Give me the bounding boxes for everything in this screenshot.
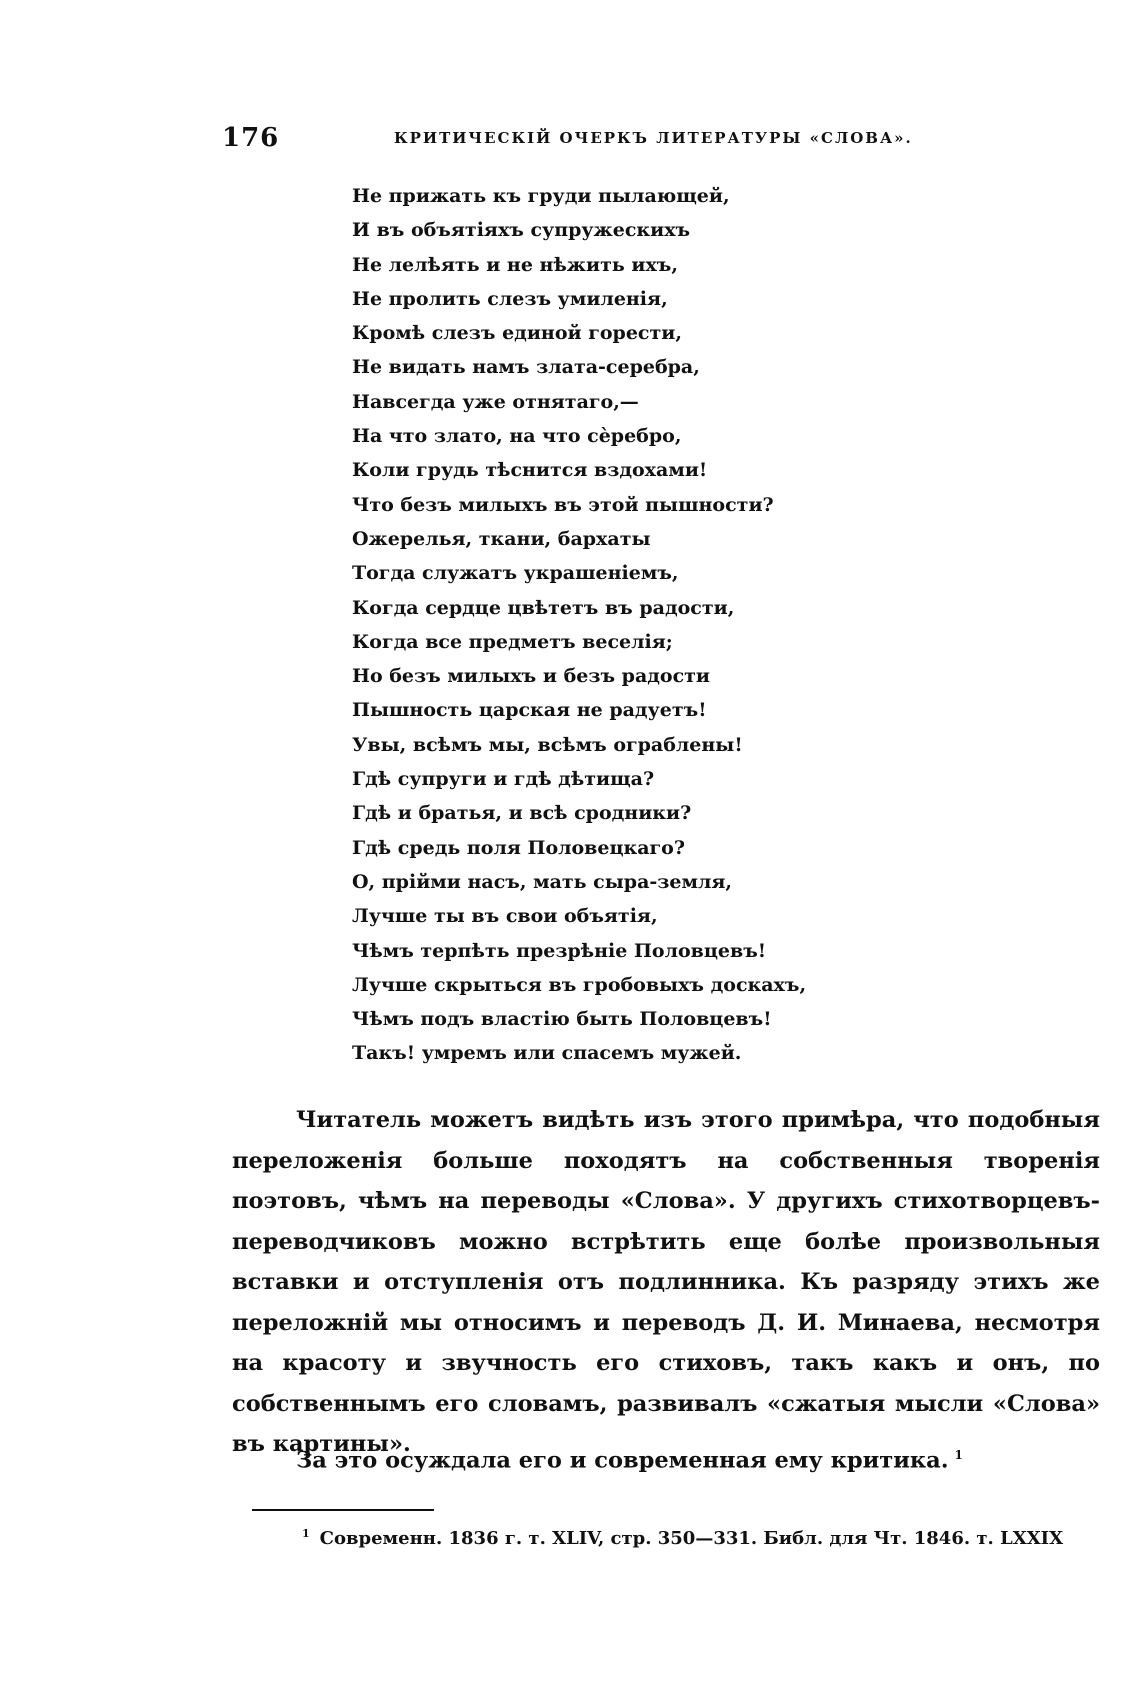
- poem-line: На что злато, на что сѐребро,: [352, 425, 682, 448]
- poem-line: Пышность царская не радуетъ!: [352, 699, 707, 722]
- poem-line: Лучше скрыться въ гробовыхъ доскахъ,: [352, 973, 807, 996]
- poem-line: Гдѣ супруги и гдѣ дѣтища?: [352, 768, 655, 791]
- poem-line: Увы, всѣмъ мы, всѣмъ ограблены!: [352, 733, 743, 756]
- poem-block: [352, 179, 806, 1071]
- poem-line: Тогда служатъ украшеніемъ,: [352, 562, 679, 585]
- poem-line: Навсегда уже отнятаго,—: [352, 390, 639, 413]
- poem-line: Когда сердце цвѣтетъ въ радости,: [352, 596, 735, 619]
- poem-line: И въ объятіяхъ супружескихъ: [352, 219, 691, 242]
- poem-line: Ожерелья, ткани, бархаты: [352, 527, 651, 550]
- poem-line: Но безъ милыхъ и безъ радости: [352, 665, 711, 688]
- footnote-divider: [252, 1509, 434, 1511]
- poem-line: Не видать намъ злата-серебра,: [352, 356, 700, 379]
- poem-line: Не пролить слезъ умиленія,: [352, 287, 668, 310]
- poem-line: Гдѣ и братья, и всѣ сродники?: [352, 802, 692, 825]
- poem-line: Гдѣ средь поля Половецкаго?: [352, 836, 685, 859]
- poem-line: Чѣмъ подъ властію быть Половцевъ!: [352, 1008, 772, 1031]
- poem-line: Не прижать къ груди пылающей,: [352, 185, 730, 207]
- poem-line: Такъ! умремъ или спасемъ мужей.: [352, 1042, 742, 1065]
- poem-line: Коли грудь тѣснится вздохами!: [352, 459, 708, 482]
- poem-line: Не лелѣять и не нѣжить ихъ,: [352, 253, 678, 276]
- footnote-mark: 1: [302, 1527, 310, 1540]
- poem-line: Чѣмъ терпѣть презрѣніе Половцевъ!: [352, 939, 767, 962]
- page-header: [222, 123, 942, 157]
- poem-line: Лучше ты въ свои объятія,: [352, 905, 658, 928]
- footnote-reference: 1: [954, 1448, 963, 1462]
- closing-paragraph-text: За это осуждала его и современная ему критика.: [296, 1447, 949, 1474]
- poem-line: Кромѣ слезъ единой горести,: [352, 322, 682, 345]
- poem-line: Когда все предметъ веселія;: [352, 630, 673, 653]
- footnote-text: Современн. 1836 г. т. XLIV, стр. 350—331. Библ. для Чт. 1846. т. LXXIX: [319, 1528, 1064, 1549]
- page-number: 176: [222, 123, 280, 153]
- body-paragraph: Читатель можетъ видѣть изъ этого примѣра, что подобныя переложенія больше походятъ на собственныя творенія поэтовъ, чѣмъ на переводы «Слова». У другихъ стихотворцевъ-переводчиковъ можно встрѣтить еще болѣе произвольныя вставки и отступленія отъ подлинника. Къ разряду этихъ же переложній мы относимъ и переводъ Д. И. Минаева, несмотря на красоту и звучность его стиховъ, такъ какъ и онъ, по собственнымъ его словамъ, развивалъ «сжатыя мысли «Слова» въ картины».: [232, 1107, 1100, 1457]
- footnote: [302, 1527, 1122, 1549]
- closing-paragraph: [232, 1435, 1100, 1481]
- running-title: КРИТИЧЕСКІЙ ОЧЕРКЪ ЛИТЕРАТУРЫ «СЛОВА».: [394, 129, 913, 147]
- poem-line: Что безъ милыхъ въ этой пышности?: [352, 493, 774, 516]
- poem-line: О, прійми насъ, мать сыра-земля,: [352, 870, 733, 893]
